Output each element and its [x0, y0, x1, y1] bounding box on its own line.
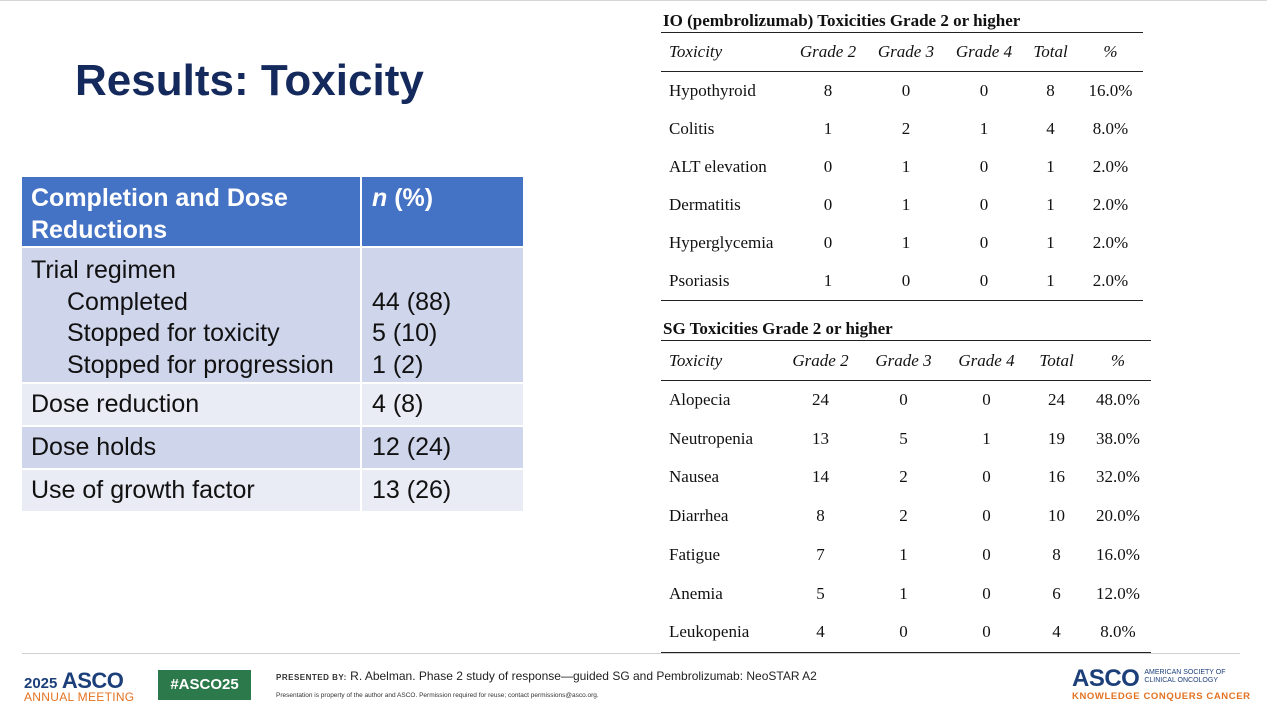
- table-cell: 32.0%: [1096, 467, 1140, 487]
- table-cell: 0: [982, 390, 991, 410]
- tagline: KNOWLEDGE CONQUERS CANCER: [1072, 691, 1251, 702]
- table-cell: 2: [899, 506, 908, 526]
- table-cell: 0: [982, 506, 991, 526]
- table-cell: 5: [899, 428, 908, 448]
- table-cell: 6: [1052, 583, 1061, 603]
- table-cell: 7: [816, 545, 825, 565]
- table-cell: 0: [979, 80, 989, 100]
- table-row: [661, 536, 1151, 575]
- meeting-brand: ASCO: [61, 668, 124, 693]
- table-cell: 0: [979, 271, 989, 291]
- table-cell: 8: [823, 80, 833, 100]
- trial-item-value: 5 (10): [372, 319, 438, 347]
- meeting-year: 2025: [24, 675, 58, 692]
- toxicity-name: Dermatitis: [669, 195, 741, 215]
- society-name-line2: CLINICAL ONCOLOGY: [1144, 677, 1218, 684]
- dose-holds-row: [22, 427, 523, 470]
- table-cell: 12.0%: [1096, 583, 1140, 603]
- table-cell: 10: [1048, 506, 1065, 526]
- row-value: 12 (24): [362, 427, 523, 470]
- table-cell: 1: [823, 118, 833, 138]
- toxicity-name: Diarrhea: [669, 506, 729, 526]
- presented-by: [276, 669, 817, 683]
- table-cell: 1: [982, 428, 991, 448]
- toxicity-name: Hypothyroid: [669, 80, 756, 100]
- toxicity-name: Hyperglycemia: [669, 233, 774, 253]
- table-row: [661, 458, 1151, 497]
- row-label: Dose reduction: [22, 384, 362, 427]
- table-cell: 8: [1052, 545, 1061, 565]
- table-cell: 1: [899, 583, 908, 603]
- row-value: 13 (26): [362, 470, 523, 511]
- toxicity-name: ALT elevation: [669, 156, 767, 176]
- top-divider: [0, 0, 1267, 1]
- society-name-line1: AMERICAN SOCIETY OF: [1144, 669, 1226, 676]
- row-label: Dose holds: [22, 427, 362, 470]
- toxicity-name: Anemia: [669, 583, 723, 603]
- table-cell: 16: [1048, 467, 1065, 487]
- meeting-name: ANNUAL MEETING: [24, 690, 135, 704]
- column-header: Total: [1033, 42, 1068, 61]
- table-cell: 1: [901, 156, 911, 176]
- table-cell: 2.0%: [1092, 156, 1129, 176]
- trial-regimen-row: [22, 248, 523, 384]
- dose-reduction-row: [22, 384, 523, 427]
- io-toxicity-table: [661, 32, 1143, 301]
- table-cell: 0: [823, 233, 833, 253]
- toxicity-name: Nausea: [669, 467, 720, 487]
- table-cell: 8: [816, 506, 825, 526]
- table-cell: 5: [816, 583, 825, 603]
- table-cell: 16.0%: [1096, 545, 1140, 565]
- presented-by-text: R. Abelman. Phase 2 study of response—guided SG and Pembrolizumab: NeoSTAR A2: [350, 669, 817, 683]
- society-brand: ASCO: [1072, 665, 1140, 692]
- table-cell: 14: [812, 467, 829, 487]
- table-row: [661, 148, 1143, 186]
- table-cell: 24: [1048, 390, 1065, 410]
- table-cell: 0: [979, 156, 989, 176]
- society-name: [1144, 669, 1225, 685]
- table-row: [661, 262, 1143, 300]
- row-label: Use of growth factor: [22, 470, 362, 511]
- table-row: [661, 613, 1151, 652]
- table-cell: 1: [901, 233, 911, 253]
- completion-table-header: [22, 177, 523, 248]
- footer-divider: [22, 653, 1240, 654]
- table-row: [661, 110, 1143, 148]
- percent-symbol: (%): [394, 184, 434, 212]
- table-cell: 19: [1048, 428, 1065, 448]
- toxicity-name: Psoriasis: [669, 271, 730, 291]
- table-cell: 20.0%: [1096, 506, 1140, 526]
- sg-table-title: SG Toxicities Grade 2 or higher: [663, 319, 893, 338]
- column-header: Total: [1039, 350, 1074, 370]
- table-row: [661, 497, 1151, 536]
- table-cell: 2.0%: [1092, 271, 1129, 291]
- column-header: Grade 4: [958, 350, 1015, 370]
- toxicity-name: Alopecia: [669, 390, 731, 410]
- io-table-title: IO (pembrolizumab) Toxicities Grade 2 or higher: [663, 11, 1021, 30]
- table-cell: 4: [816, 622, 825, 642]
- table-row: [661, 419, 1151, 458]
- table-row: [661, 381, 1151, 420]
- table-header-row: [661, 341, 1151, 381]
- trial-item-label: Completed: [67, 287, 188, 316]
- table-cell: 16.0%: [1088, 80, 1133, 100]
- column-header: Grade 3: [877, 42, 935, 61]
- table-cell: 8: [1046, 80, 1055, 100]
- table-cell: 0: [901, 80, 911, 100]
- table-cell: 0: [982, 545, 991, 565]
- table-cell: 0: [982, 583, 991, 603]
- table-cell: 1: [1046, 156, 1055, 176]
- table-cell: 38.0%: [1096, 428, 1140, 448]
- table-cell: 0: [901, 271, 911, 291]
- table-cell: 1: [899, 545, 908, 565]
- n-symbol: n: [372, 184, 388, 212]
- toxicity-name: Fatigue: [669, 545, 720, 565]
- column-header: Toxicity: [669, 42, 723, 61]
- growth-factor-row: [22, 470, 523, 511]
- table-cell: 0: [982, 467, 991, 487]
- table-cell: 4: [1052, 622, 1061, 642]
- table-cell: 0: [979, 195, 989, 215]
- presented-by-label: PRESENTED BY:: [276, 673, 347, 682]
- table-cell: 1: [979, 118, 989, 138]
- trial-item-label: Stopped for progression: [67, 350, 334, 379]
- asco-annual-meeting-logo: [24, 668, 134, 704]
- table-cell: 1: [823, 271, 833, 291]
- completion-header-label: Completion and Dose Reductions: [22, 177, 362, 248]
- table-cell: 0: [899, 390, 908, 410]
- toxicity-name: Colitis: [669, 118, 715, 138]
- row-value: 4 (8): [362, 384, 523, 427]
- table-cell: 2: [901, 118, 911, 138]
- column-header: Toxicity: [669, 350, 723, 370]
- table-cell: 2.0%: [1092, 195, 1129, 215]
- table-cell: 1: [1046, 195, 1055, 215]
- slide-title: Results: Toxicity: [75, 56, 424, 105]
- table-cell: 0: [823, 195, 833, 215]
- table-header-row: [661, 33, 1143, 72]
- table-cell: 1: [901, 195, 911, 215]
- column-header: Grade 2: [799, 42, 857, 61]
- table-cell: 1: [1046, 271, 1055, 291]
- completion-table: [22, 177, 523, 511]
- table-row: [661, 574, 1151, 613]
- table-cell: 1: [1046, 233, 1055, 253]
- table-cell: 2.0%: [1092, 233, 1129, 253]
- table-cell: 2: [899, 467, 908, 487]
- table-row: [661, 224, 1143, 262]
- table-cell: 13: [812, 428, 829, 448]
- table-cell: 0: [823, 156, 833, 176]
- table-row: [661, 72, 1143, 110]
- table-row: [661, 186, 1143, 224]
- asco-society-logo: [1072, 665, 1251, 702]
- column-header: Grade 4: [955, 42, 1013, 61]
- column-header: Grade 2: [792, 350, 849, 370]
- trial-item-label: Stopped for toxicity: [67, 319, 280, 347]
- trial-item-value: 44 (88): [372, 287, 452, 316]
- table-cell: 0: [899, 622, 908, 642]
- toxicity-name: Leukopenia: [669, 622, 750, 642]
- hashtag-badge: #ASCO25: [158, 670, 251, 700]
- table-cell: 24: [812, 390, 829, 410]
- disclaimer: Presentation is property of the author and ASCO. Permission required for reuse; contact permissions@asco.org.: [276, 692, 599, 699]
- trial-item-value: 1 (2): [372, 350, 424, 379]
- completion-header-n: [362, 177, 523, 248]
- toxicity-name: Neutropenia: [669, 428, 754, 448]
- table-cell: 48.0%: [1096, 390, 1140, 410]
- table-cell: 8.0%: [1100, 622, 1136, 642]
- trial-regimen-label: Trial regimen: [31, 256, 176, 284]
- sg-toxicity-table: [661, 340, 1151, 653]
- column-header: %: [1110, 350, 1126, 370]
- column-header: Grade 3: [875, 350, 932, 370]
- table-cell: 8.0%: [1092, 118, 1129, 138]
- table-cell: 4: [1046, 118, 1055, 138]
- column-header: %: [1103, 42, 1118, 61]
- table-cell: 0: [979, 233, 989, 253]
- table-cell: 0: [982, 622, 991, 642]
